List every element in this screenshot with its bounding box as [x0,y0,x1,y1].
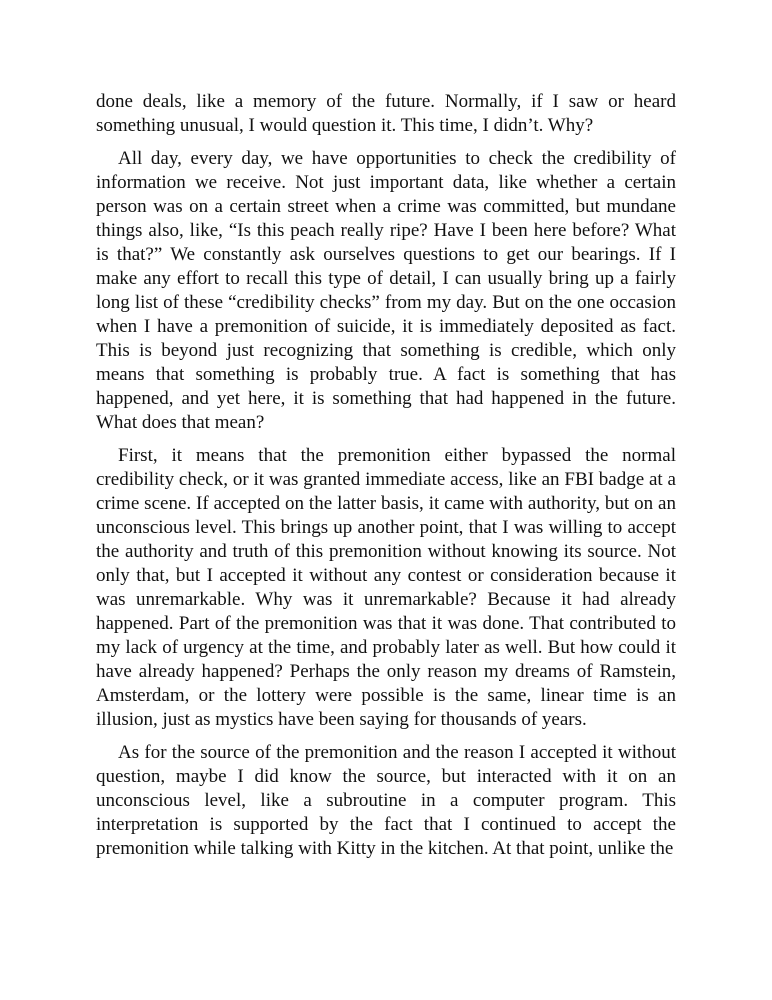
paragraph-4: As for the source of the premonition and the reason I accepted it without question, maybe I did know the source, but interacted with it on an unconscious level, like a subroutine in a computer program. This interpretation is supported by the fact that I continued to accept the premonition while talking with Kitty in the kitchen. At that point, unlike the [96,742,676,859]
paragraph-3: First, it means that the premonition either bypassed the normal credibility check, or it was granted immediate access, like an FBI badge at a crime scene. If accepted on the latter basis, it came with authority, but on an unconscious level. This brings up another point, that I was willing to accept the authority and truth of this premonition without knowing its source. Not only that, but I accepted it without any contest or consideration because it was unremarkable. Why was it unremarkable? Because it had already happened. Part of the premonition was that it was done. That contributed to my lack of urgency at the time, and probably later as well. But how could it have already happened? Perhaps the only reason my dreams of Ramstein, Amsterdam, or the lottery were possible is the same, linear time is an illusion, just as mystics have been saying for thousands of years. [96,445,676,730]
document-page [96,90,676,870]
paragraph-1: done deals, like a memory of the future. Normally, if I saw or heard something unusual, I would question it. This time, I didn’t. Why? [96,91,676,136]
paragraph-2: All day, every day, we have opportunities to check the credibility of information we receive. Not just important data, like whether a certain person was on a certain street when a crime was committed, but mundane things also, like, “Is this peach really ripe? Have I been here before? What is that?” We constantly ask ourselves questions to get our bearings. If I make any effort to recall this type of detail, I can usually bring up a fairly long list of these “credibility checks” from my day. But on the one occasion when I have a premonition of suicide, it is immediately deposited as fact. This is beyond just recognizing that something is credible, which only means that something is probably true. A fact is something that has happened, and yet here, it is something that had happened in the future. What does that mean? [96,148,676,433]
